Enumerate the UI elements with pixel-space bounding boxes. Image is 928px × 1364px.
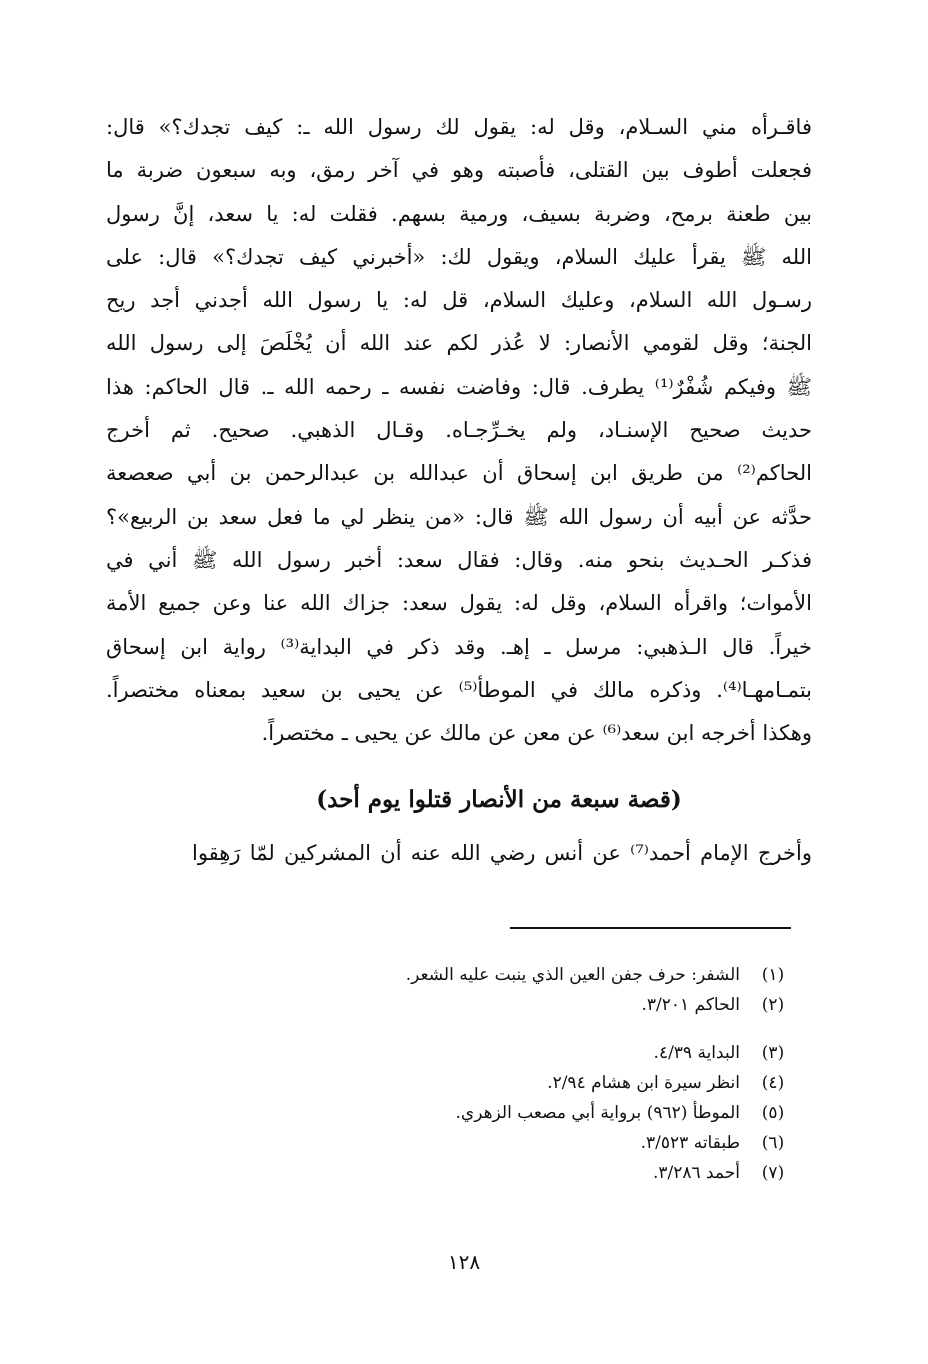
text-line: الجنة؛ وقل لقومي الأنصار: لا عُذر لكم عند الله أن يُخْلَصَ إلى رسول الله: [106, 331, 812, 356]
text-line: بتمـامهـا⁽⁴⁾. وذكره مالك في الموطأ⁽⁵⁾ عن يحيى بن سعيد بمعناه مختصراً.: [106, 677, 812, 702]
text-line: خيراً. قال الـذهبي: مرسل ـ إهـ. وقد ذكر في البداية⁽³⁾ رواية ابن إسحاق: [106, 634, 813, 659]
text-line: وأخرج الإمام أحمد⁽⁷⁾ عن أنس رضي الله عنه أن المشركين لمّا رَهِقوا: [192, 841, 812, 865]
footnote-item: [190, 990, 790, 1020]
footnote-number: (١): [761, 965, 785, 985]
text-line: حديث صحيح الإسنـاد، ولم يخـرِّجـاه. وقـال الذهبي. صحيح. ثم أخرج: [106, 418, 812, 443]
footnote-text: الحاكم ٣/٢٠١.: [641, 995, 740, 1015]
text-line: فذكـر الحـديث بنحو منه. وقال: فقال سعد: أخبر رسول الله ﷺ أني في: [106, 547, 812, 572]
section-heading: (قصة سبعة من الأنصار قتلوا يوم أحد): [316, 786, 682, 813]
footnote-item: [190, 1128, 790, 1158]
footnote-number: (٦): [761, 1133, 785, 1153]
footnote-text: الشفر: حرف جفن العين الذي ينبت عليه الشعر.: [405, 965, 740, 985]
footnote-number: (٧): [761, 1163, 785, 1183]
footnote-number: (٢): [761, 995, 785, 1015]
footnote-item: [190, 1038, 790, 1068]
footnote-text: البداية ٤/٣٩.: [653, 1043, 740, 1063]
text-line: فجعلت أطوف بين القتلى، فأصبته وهو في آخر رمق، وبه سبعون ضربة ما: [106, 158, 812, 183]
page-number: ١٢٨: [447, 1250, 481, 1274]
footnote-text: طبقاته ٣/٥٢٣.: [640, 1133, 740, 1153]
footnote-number: (٤): [761, 1073, 785, 1093]
text-line: وهكذا أخرجه ابن سعد⁽⁶⁾ عن معن عن مالك عن يحيى ـ مختصراً.: [261, 721, 812, 746]
footnote-text: أحمد ٣/٢٨٦.: [652, 1163, 740, 1183]
footnote-item: [190, 1068, 790, 1098]
text-line: حدَّثه عن أبيه أن رسول الله ﷺ قال: «من ينظر لي ما فعل سعد بن الربيع»؟: [106, 504, 812, 529]
text-line: بين طعنة برمح، وضربة بسيف، ورمية بسهم. فقلت له: يا سعد، إنَّ رسول: [106, 201, 812, 226]
footnotes-list: [190, 960, 790, 1188]
footnote-separator: [510, 927, 791, 929]
footnote-text: انظر سيرة ابن هشام ٢/٩٤.: [547, 1073, 740, 1093]
footnote-item: [190, 1098, 790, 1128]
footnote-item: [190, 1158, 790, 1188]
footnote-number: (٥): [761, 1103, 785, 1123]
text-line: الحاكم⁽²⁾ من طريق ابن إسحاق أن عبدالله بن عبدالرحمن بن أبي صعصعة: [106, 461, 812, 486]
text-line: الأموات؛ واقرأه السلام، وقل له: يقول سعد: جزاك الله عنا وعن جميع الأمة: [106, 591, 812, 616]
text-line: الله ﷺ يقرأ عليك السلام، ويقول لك: «أخبرني كيف تجدك؟» قال: على: [106, 244, 812, 269]
footnote-text: الموطأ (٩٦٢) برواية أبي مصعب الزهري.: [455, 1103, 740, 1123]
section-text-block: [192, 832, 812, 875]
footnote-number: (٣): [761, 1043, 785, 1063]
text-line: رسـول الله السلام، وعليك السلام، قل له: يا رسول الله أجدني أجد ريح: [106, 288, 812, 313]
text-line: فاقـرأه مني السـلام، وقل له: يقول لك رسول الله ـ: كيف تجدك؟» قال:: [106, 115, 812, 139]
text-line: ﷺ وفيكم شُفْرٌ⁽¹⁾ يطرف. قال: وفاضت نفسه ـ رحمه الله ـ. قال الحاكم: هذا: [106, 374, 812, 399]
footnote-item: [190, 960, 790, 990]
main-text-block: [106, 106, 812, 755]
